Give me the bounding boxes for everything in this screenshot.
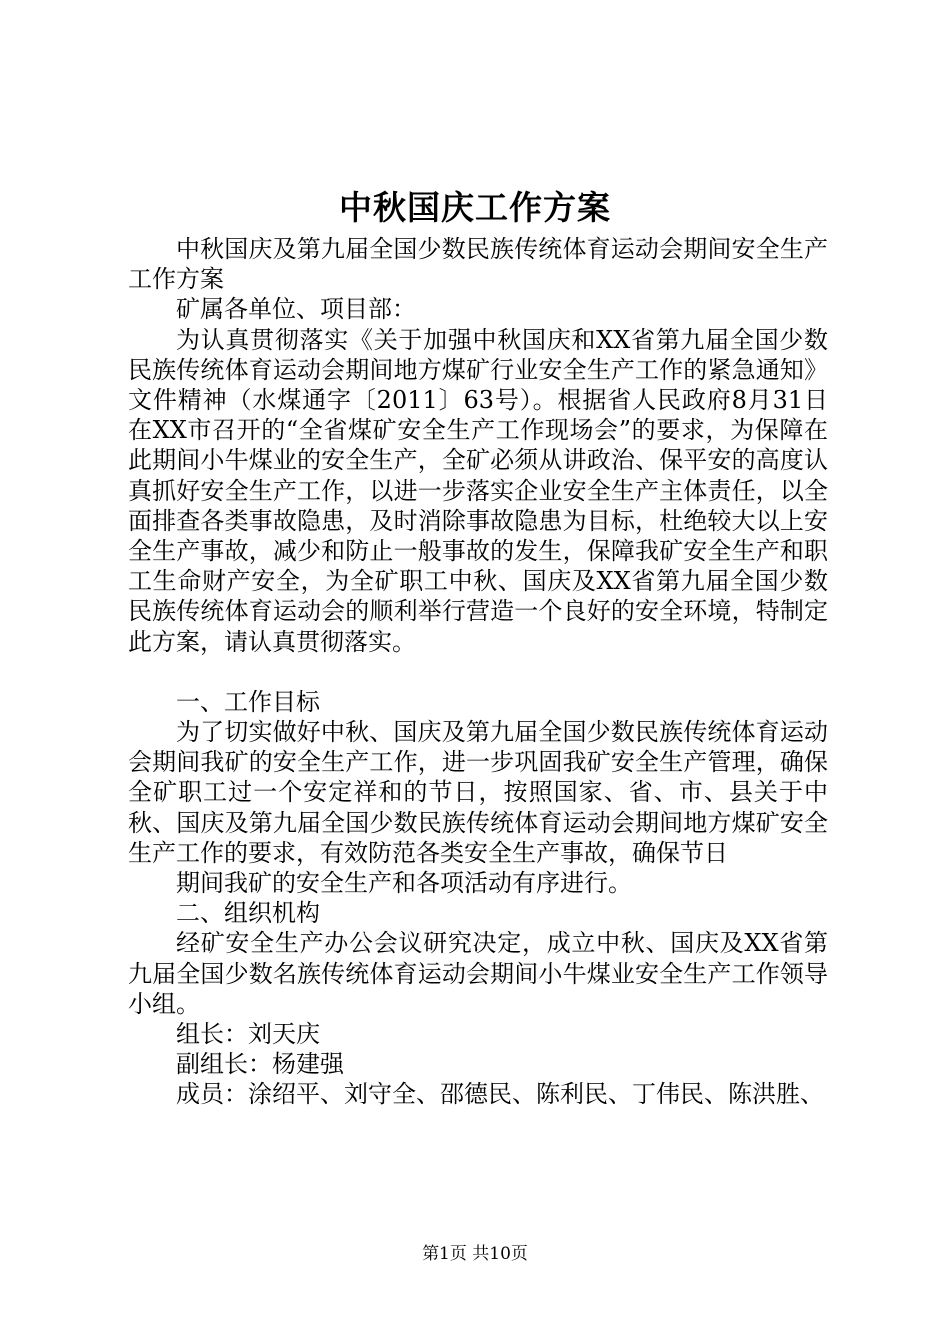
goals-paragraph: 为了切实做好中秋、国庆及第九届全国少数民族传统体育运动会期间我矿的安全生产工作，进一步巩固我矿安全生产管理，确保全矿职工过一个安定祥和的节日，按照国家、省、市、县关于中秋、国庆及第九届全国少数民族传统体育运动会期间地方煤矿安全生产工作的要求，有效防范各类安全生产事故，确保节日 [128,718,828,867]
deputy-leader-line: 副组长：杨建强 [176,1050,344,1079]
addressee-paragraph: 矿属各单位、项目部： [176,295,416,324]
document-body [128,234,828,1110]
organization-paragraph: 经矿安全生产办公会议研究决定，成立中秋、国庆及XX省第九届全国少数名族传统体育运动会期间小牛煤业安全生产工作领导小组。 [128,929,828,1018]
leader-line: 组长：刘天庆 [176,1020,320,1049]
intro-paragraph: 为认真贯彻落实《关于加强中秋国庆和XX省第九届全国少数民族传统体育运动会期间地方煤矿行业安全生产工作的紧急通知》文件精神（水煤通字〔2011〕63号）。根据省人民政府8月31日在XX市召开的“全省煤矿安全生产工作现场会”的要求，为保障在此期间小牛煤业的安全生产，全矿必须从讲政治、保平安的高度认真抓好安全生产工作，以进一步落实企业安全生产主体责任，以全面排查各类事故隐患，及时消除事故隐患为目标，杜绝较大以上安全生产事故，减少和防止一般事故的发生，保障我矿安全生产和职工生命财产安全，为全矿职工中秋、国庆及XX省第九届全国少数民族传统体育运动会的顺利举行营造一个良好的安全环境，特制定此方案，请认真贯彻落实。 [128,325,828,656]
subtitle-paragraph: 中秋国庆及第九届全国少数民族传统体育运动会期间安全生产工作方案 [128,235,828,294]
section-heading-organization: 二、组织机构 [176,899,320,928]
section-heading-goals: 一、工作目标 [176,687,320,716]
page-number-footer: 第1页 共10页 [422,1244,528,1264]
document-title: 中秋国庆工作方案 [339,188,611,227]
members-line: 成员：涂绍平、刘守全、邵德民、陈利民、丁伟民、陈洪胜、 [176,1080,824,1109]
goals-paragraph-continued: 期间我矿的安全生产和各项活动有序进行。 [176,869,632,898]
